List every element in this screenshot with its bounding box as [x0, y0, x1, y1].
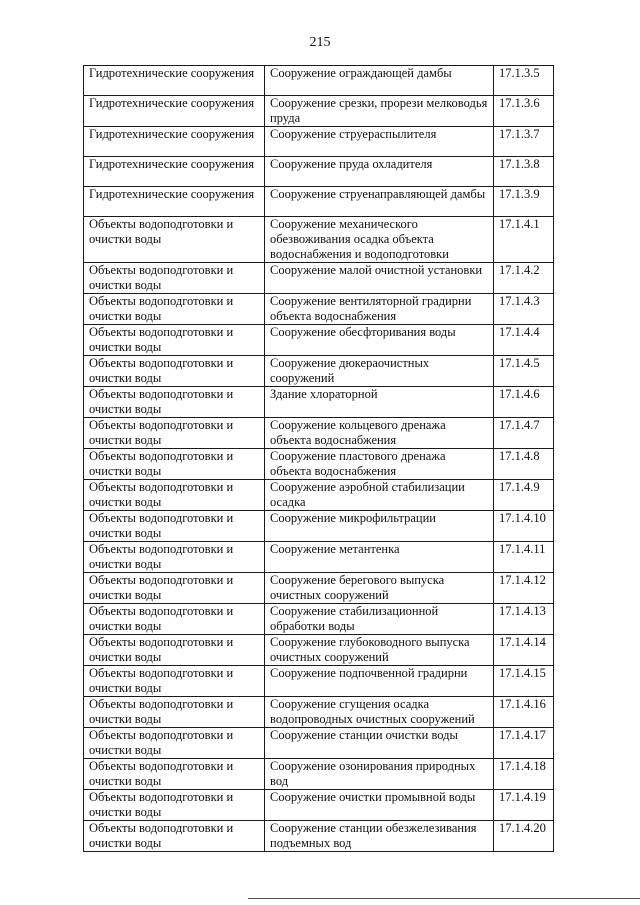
object-name-cell: Сооружение дюкераочистных сооружений	[265, 356, 494, 387]
category-cell: Объекты водоподготовки и очистки воды	[84, 821, 265, 852]
object-name-cell: Сооружение малой очистной установки	[265, 263, 494, 294]
code-cell: 17.1.4.13	[494, 604, 554, 635]
category-cell: Объекты водоподготовки и очистки воды	[84, 728, 265, 759]
registry-table-body	[84, 66, 554, 852]
table-row	[84, 604, 554, 635]
category-cell: Гидротехнические сооружения	[84, 157, 265, 187]
table-row	[84, 635, 554, 666]
object-name-cell: Сооружение метантенка	[265, 542, 494, 573]
object-name-cell: Сооружение берегового выпуска очистных сооружений	[265, 573, 494, 604]
code-cell: 17.1.4.11	[494, 542, 554, 573]
registry-table	[83, 65, 554, 852]
object-name-cell: Сооружение микрофильтрации	[265, 511, 494, 542]
object-name-cell: Сооружение срезки, прорези мелководья пруда	[265, 96, 494, 127]
category-cell: Объекты водоподготовки и очистки воды	[84, 325, 265, 356]
code-cell: 17.1.3.9	[494, 187, 554, 217]
category-cell: Объекты водоподготовки и очистки воды	[84, 217, 265, 263]
object-name-cell: Сооружение станции обезжелезивания подъемных вод	[265, 821, 494, 852]
table-row	[84, 325, 554, 356]
table-row	[84, 157, 554, 187]
category-cell: Объекты водоподготовки и очистки воды	[84, 604, 265, 635]
category-cell: Объекты водоподготовки и очистки воды	[84, 511, 265, 542]
category-cell: Объекты водоподготовки и очистки воды	[84, 449, 265, 480]
table-row	[84, 759, 554, 790]
category-cell: Объекты водоподготовки и очистки воды	[84, 759, 265, 790]
code-cell: 17.1.3.8	[494, 157, 554, 187]
table-row	[84, 790, 554, 821]
code-cell: 17.1.4.1	[494, 217, 554, 263]
object-name-cell: Сооружение пластового дренажа объекта водоснабжения	[265, 449, 494, 480]
table-row	[84, 697, 554, 728]
table-row	[84, 294, 554, 325]
code-cell: 17.1.4.6	[494, 387, 554, 418]
table-row	[84, 127, 554, 157]
category-cell: Объекты водоподготовки и очистки воды	[84, 666, 265, 697]
category-cell: Объекты водоподготовки и очистки воды	[84, 480, 265, 511]
object-name-cell: Сооружение ограждающей дамбы	[265, 66, 494, 96]
table-row	[84, 187, 554, 217]
bottom-rule	[248, 898, 640, 899]
code-cell: 17.1.4.12	[494, 573, 554, 604]
table-row	[84, 821, 554, 852]
category-cell: Объекты водоподготовки и очистки воды	[84, 573, 265, 604]
table-row	[84, 728, 554, 759]
code-cell: 17.1.4.7	[494, 418, 554, 449]
table-row	[84, 573, 554, 604]
object-name-cell: Сооружение кольцевого дренажа объекта водоснабжения	[265, 418, 494, 449]
object-name-cell: Сооружение аэробной стабилизации осадка	[265, 480, 494, 511]
category-cell: Объекты водоподготовки и очистки воды	[84, 418, 265, 449]
table-row	[84, 449, 554, 480]
table-row	[84, 542, 554, 573]
category-cell: Объекты водоподготовки и очистки воды	[84, 387, 265, 418]
table-row	[84, 666, 554, 697]
category-cell: Гидротехнические сооружения	[84, 127, 265, 157]
table-row	[84, 263, 554, 294]
category-cell: Объекты водоподготовки и очистки воды	[84, 542, 265, 573]
object-name-cell: Сооружение очистки промывной воды	[265, 790, 494, 821]
object-name-cell: Сооружение глубоководного выпуска очистных сооружений	[265, 635, 494, 666]
category-cell: Объекты водоподготовки и очистки воды	[84, 294, 265, 325]
code-cell: 17.1.4.19	[494, 790, 554, 821]
table-row	[84, 96, 554, 127]
object-name-cell: Сооружение сгущения осадка водопроводных очистных сооружений	[265, 697, 494, 728]
category-cell: Объекты водоподготовки и очистки воды	[84, 790, 265, 821]
code-cell: 17.1.4.9	[494, 480, 554, 511]
object-name-cell: Сооружение струераспылителя	[265, 127, 494, 157]
code-cell: 17.1.4.16	[494, 697, 554, 728]
code-cell: 17.1.3.5	[494, 66, 554, 96]
object-name-cell: Сооружение пруда охладителя	[265, 157, 494, 187]
code-cell: 17.1.4.2	[494, 263, 554, 294]
object-name-cell: Сооружение механического обезвоживания осадка объекта водоснабжения и водоподготовки	[265, 217, 494, 263]
code-cell: 17.1.3.7	[494, 127, 554, 157]
code-cell: 17.1.4.10	[494, 511, 554, 542]
category-cell: Объекты водоподготовки и очистки воды	[84, 635, 265, 666]
code-cell: 17.1.4.18	[494, 759, 554, 790]
object-name-cell: Сооружение озонирования природных вод	[265, 759, 494, 790]
table-row	[84, 511, 554, 542]
object-name-cell: Сооружение стабилизационной обработки воды	[265, 604, 494, 635]
table-row	[84, 387, 554, 418]
table-row	[84, 418, 554, 449]
category-cell: Объекты водоподготовки и очистки воды	[84, 263, 265, 294]
category-cell: Объекты водоподготовки и очистки воды	[84, 356, 265, 387]
code-cell: 17.1.4.8	[494, 449, 554, 480]
code-cell: 17.1.4.17	[494, 728, 554, 759]
object-name-cell: Сооружение вентиляторной градирни объекта водоснабжения	[265, 294, 494, 325]
category-cell: Объекты водоподготовки и очистки воды	[84, 697, 265, 728]
code-cell: 17.1.3.6	[494, 96, 554, 127]
code-cell: 17.1.4.3	[494, 294, 554, 325]
object-name-cell: Сооружение струенаправляющей дамбы	[265, 187, 494, 217]
table-row	[84, 66, 554, 96]
page-number: 215	[309, 35, 331, 50]
code-cell: 17.1.4.14	[494, 635, 554, 666]
object-name-cell: Сооружение обесфторивания воды	[265, 325, 494, 356]
table-row	[84, 356, 554, 387]
code-cell: 17.1.4.4	[494, 325, 554, 356]
code-cell: 17.1.4.20	[494, 821, 554, 852]
category-cell: Гидротехнические сооружения	[84, 187, 265, 217]
object-name-cell: Здание хлораторной	[265, 387, 494, 418]
category-cell: Гидротехнические сооружения	[84, 96, 265, 127]
object-name-cell: Сооружение станции очистки воды	[265, 728, 494, 759]
table-row	[84, 480, 554, 511]
object-name-cell: Сооружение подпочвенной градирни	[265, 666, 494, 697]
category-cell: Гидротехнические сооружения	[84, 66, 265, 96]
table-row	[84, 217, 554, 263]
code-cell: 17.1.4.5	[494, 356, 554, 387]
code-cell: 17.1.4.15	[494, 666, 554, 697]
